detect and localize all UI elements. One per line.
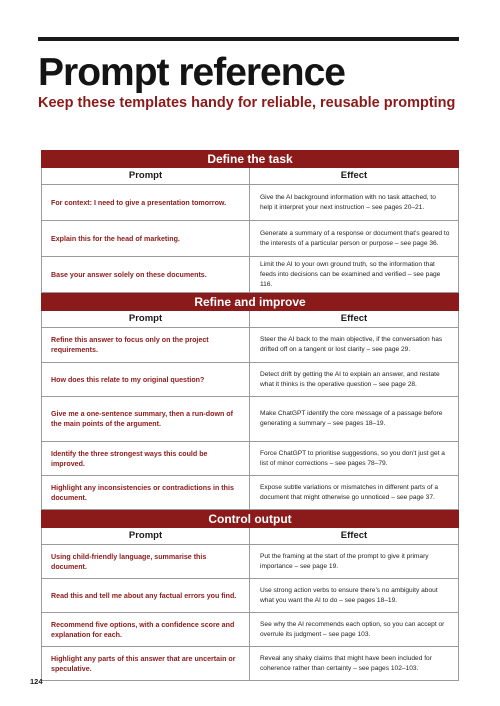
section-define-the-task — [41, 150, 459, 293]
effect-cell: Use strong action verbs to ensure there’s no ambiguity about what you want the AI to do – see pages 18–19. — [260, 586, 438, 604]
prompt-cell: How does this relate to my original question? — [42, 363, 250, 396]
table-row — [41, 257, 459, 293]
table-row — [41, 476, 459, 510]
effect-cell: Steer the AI back to the main objective, if the conversation has drifted off on a tangent or lost clarity – see page 29. — [260, 336, 443, 353]
effect-cell: Reveal any shaky claims that might have been included for coherence rather than certainty – see pages 102–103. — [260, 654, 432, 672]
section-control-output — [41, 510, 459, 681]
column-header-effect: Effect — [340, 530, 368, 541]
page-subtitle: Keep these templates handy for reliable, reusable prompting — [38, 95, 456, 111]
prompt-cell: Identify the three strongest ways this could be improved. — [42, 442, 250, 475]
table-row — [41, 328, 459, 363]
effect-cell: Make ChatGPT identify the core message of a passage before generating a summary – see pages 18–19. — [260, 410, 443, 427]
table-row — [41, 545, 459, 579]
prompt-cell: Give me a one-sentence summary, then a run-down of the main points of the argument. — [42, 397, 250, 441]
table-row — [41, 185, 459, 221]
prompt-cell: Highlight any inconsistencies or contradictions in this document. — [42, 476, 250, 509]
section-header: Control output — [41, 510, 459, 528]
table-row — [41, 363, 459, 397]
prompt-cell: Explain this for the head of marketing. — [42, 221, 250, 256]
prompt-reference-table — [41, 150, 459, 681]
table-row — [41, 397, 459, 442]
prompt-cell: Highlight any parts of this answer that are uncertain or speculative. — [42, 647, 250, 680]
prompt-cell: For context: I need to give a presentation tomorrow. — [42, 185, 250, 220]
table-row — [41, 613, 459, 647]
page-title: Prompt reference — [38, 51, 345, 94]
prompt-cell: Refine this answer to focus only on the project requirements. — [42, 328, 250, 362]
prompt-cell: Base your answer solely on these documents. — [42, 257, 250, 292]
effect-cell: Expose subtle variations or mismatches in different parts of a document that might otherwise go unnoticed – see page 37. — [260, 483, 438, 501]
column-header-prompt: Prompt — [42, 168, 250, 184]
section-refine-and-improve — [41, 293, 459, 510]
column-header-prompt: Prompt — [42, 528, 250, 544]
column-headers — [41, 311, 459, 328]
section-header: Refine and improve — [41, 293, 459, 311]
column-headers — [41, 168, 459, 185]
prompt-cell: Using child-friendly language, summarise this document. — [42, 545, 250, 578]
effect-cell: Detect drift by getting the AI to explain an answer, and restate what it thinks is the operative question – see page 28. — [260, 370, 440, 388]
effect-cell: Give the AI background information with no task attached, to help it interpret your next instruction – see pages 20–21. — [260, 193, 436, 211]
section-header: Define the task — [41, 150, 459, 168]
table-row — [41, 647, 459, 681]
effect-cell: Limit the AI to your own ground truth, so the information that feeds into decisions can be examined and verified – see page 116. — [260, 260, 441, 288]
table-row — [41, 442, 459, 476]
prompt-cell: Read this and tell me about any factual errors you find. — [42, 579, 250, 612]
table-row — [41, 221, 459, 257]
column-headers — [41, 528, 459, 545]
page-number: 124 — [30, 677, 43, 686]
table-row — [41, 579, 459, 613]
effect-cell: Put the framing at the start of the prompt to give it primary importance – see page 19. — [260, 552, 429, 570]
prompt-cell: Recommend five options, with a confidence score and explanation for each. — [42, 613, 250, 646]
effect-cell: Generate a summary of a response or document that’s geared to the interests of a particular person or purpose – see page 36. — [260, 229, 450, 247]
top-rule — [38, 37, 459, 41]
effect-cell: See why the AI recommends each option, so you can accept or overrule its judgment – see page 103. — [260, 620, 445, 638]
column-header-effect: Effect — [340, 313, 368, 324]
column-header-prompt: Prompt — [42, 311, 250, 327]
effect-cell: Force ChatGPT to prioritise suggestions, so you don’t just get a list of minor corrections – see pages 78–79. — [260, 449, 445, 467]
column-header-effect: Effect — [340, 170, 368, 181]
